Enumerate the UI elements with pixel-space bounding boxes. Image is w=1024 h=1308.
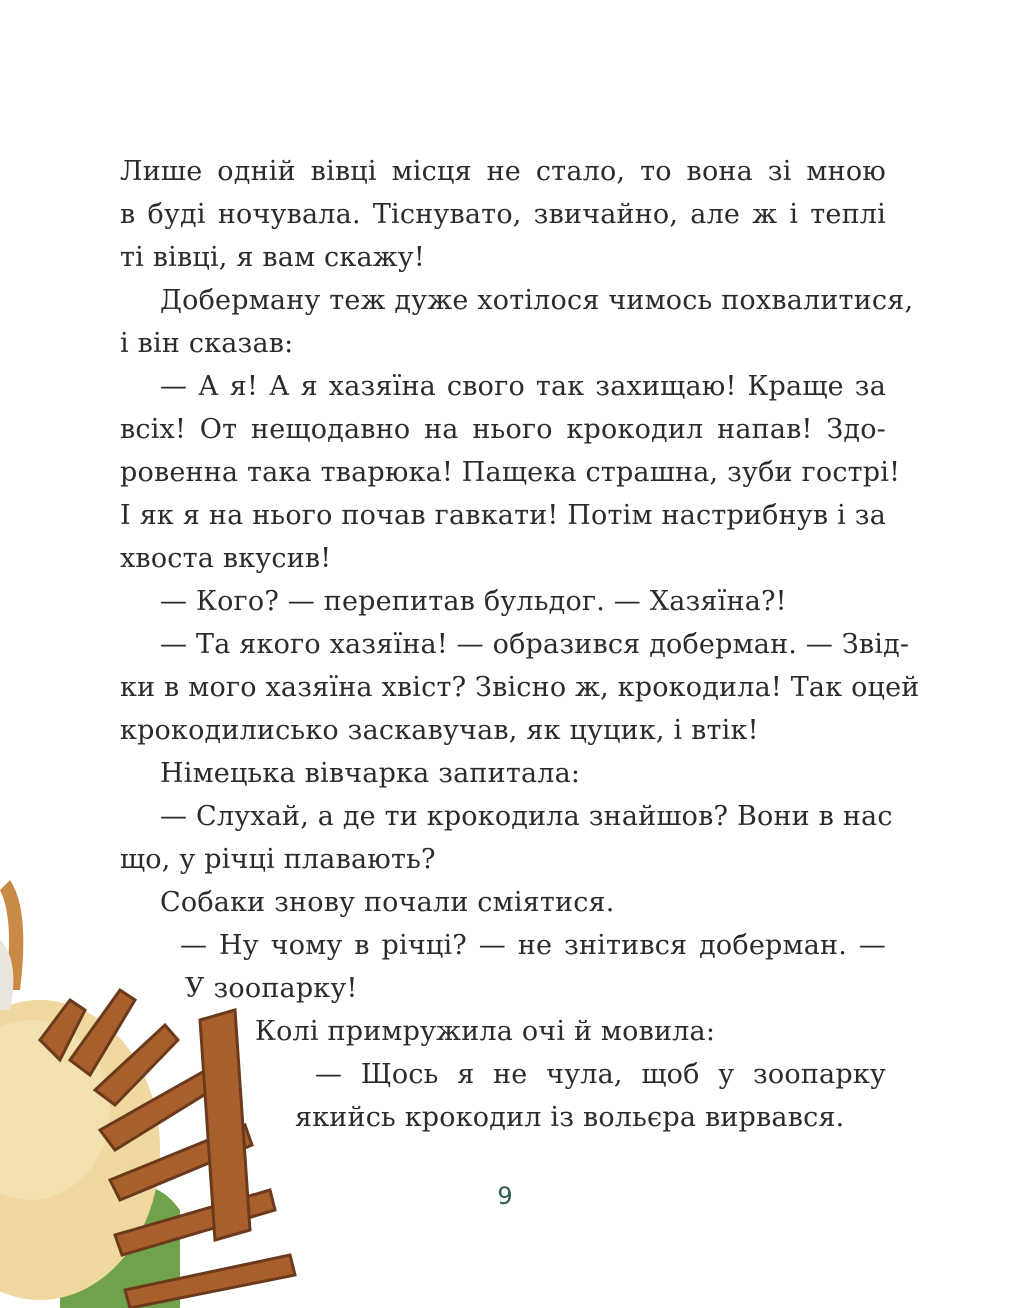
text-line: Німецька вівчарка запитала: bbox=[160, 758, 581, 789]
text-line: — Щось я не чула, щоб у зоопарку bbox=[315, 1059, 886, 1090]
page-number: 9 bbox=[497, 1182, 513, 1210]
text-line: — А я! А я хазяїна свого так захищаю! Краще за bbox=[160, 371, 886, 402]
text-line: Лише одній вівці місця не стало, то вона зі мною bbox=[120, 156, 886, 187]
text-line: крокодилисько заскавучав, як цуцик, і втік! bbox=[120, 715, 759, 746]
text-line: У зоопарку! bbox=[185, 973, 358, 1004]
text-line: ки в мого хазяїна хвіст? Звісно ж, крокодила! Так оцей bbox=[120, 672, 920, 703]
text-line: що, у річці плавають? bbox=[120, 844, 436, 875]
text-line: ровенна така тварюка! Пащека страшна, зуби гострі! bbox=[120, 457, 901, 488]
text-line: — Ну чому в річці? — не знітився доберман. — bbox=[180, 930, 886, 961]
text-line: ті вівці, я вам скажу! bbox=[120, 242, 425, 273]
text-line: — Слухай, а де ти крокодила знайшов? Вони в нас bbox=[160, 801, 893, 832]
text-line: — Кого? — перепитав бульдог. — Хазяїна?! bbox=[160, 586, 787, 617]
text-line: Доберману теж дуже хотілося чимось похвалитися, bbox=[160, 285, 914, 316]
text-line: якийсь крокодил із вольєра вирвався. bbox=[295, 1102, 845, 1133]
text-line: Колі примружила очі й мовила: bbox=[255, 1016, 716, 1047]
text-line: і він сказав: bbox=[120, 328, 294, 359]
text-line: І як я на нього почав гавкати! Потім настрибнув і за bbox=[120, 500, 886, 531]
text-line: хвоста вкусив! bbox=[120, 543, 332, 574]
text-line: всіх! От нещодавно на нього крокодил напав! Здо- bbox=[120, 414, 886, 445]
text-line: в буді ночувала. Тіснувато, звичайно, але ж і теплі bbox=[120, 199, 886, 230]
text-line: Собаки знову почали сміятися. bbox=[160, 887, 615, 918]
text-line: — Та якого хазяїна! — образився доберман. — Звід- bbox=[160, 629, 910, 660]
